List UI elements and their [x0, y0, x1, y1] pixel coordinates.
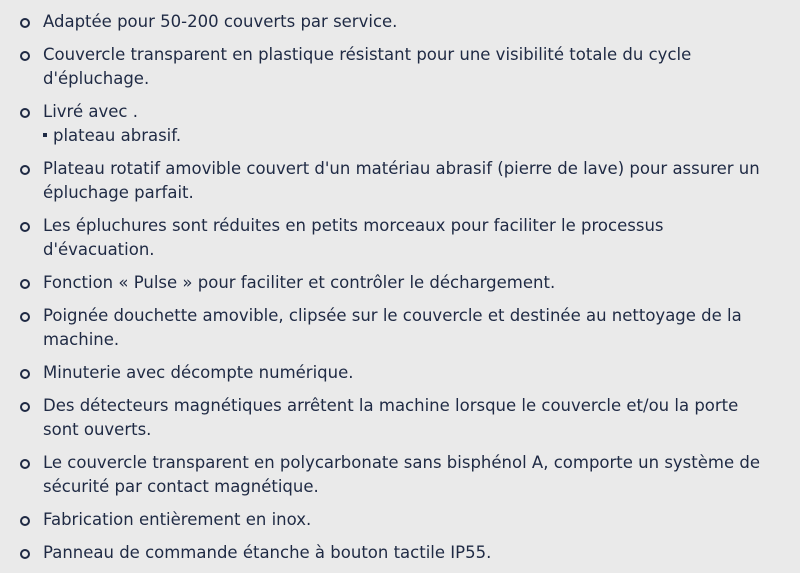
list-item-text: Les épluchures sont réduites en petits morceaux pour faciliter le processus d'évacuation.	[43, 216, 664, 259]
list-item-text: Adaptée pour 50-200 couverts par service.	[43, 12, 398, 31]
list-item	[0, 361, 800, 385]
list-item	[0, 541, 800, 565]
list-item	[0, 43, 800, 91]
list-item	[0, 214, 800, 262]
circle-bullet-icon	[20, 549, 30, 559]
list-item	[0, 394, 800, 442]
list-item	[0, 10, 800, 34]
circle-bullet-icon	[20, 165, 30, 175]
list-item	[0, 304, 800, 352]
list-item-text: Livré avec .	[43, 102, 138, 121]
list-item-text: Couvercle transparent en plastique résistant pour une visibilité totale du cycle d'épluchage.	[43, 45, 692, 88]
list-item	[0, 100, 800, 148]
circle-bullet-icon	[20, 516, 30, 526]
circle-bullet-icon	[20, 369, 30, 379]
list-item	[0, 271, 800, 295]
circle-bullet-icon	[20, 51, 30, 61]
circle-bullet-icon	[20, 279, 30, 289]
circle-bullet-icon	[20, 312, 30, 322]
circle-bullet-icon	[20, 108, 30, 118]
circle-bullet-icon	[20, 402, 30, 412]
list-item-text: Fabrication entièrement en inox.	[43, 510, 312, 529]
list-item-text: Poignée douchette amovible, clipsée sur le couvercle et destinée au nettoyage de la machine.	[43, 306, 742, 349]
sub-item-text: plateau abrasif.	[43, 124, 770, 148]
list-item-text: Plateau rotatif amovible couvert d'un matériau abrasif (pierre de lave) pour assurer un épluchage parfait.	[43, 159, 760, 202]
circle-bullet-icon	[20, 222, 30, 232]
circle-bullet-icon	[20, 459, 30, 469]
list-item-text: Le couvercle transparent en polycarbonate sans bisphénol A, comporte un système de sécurité par contact magnétique.	[43, 453, 760, 496]
list-item-text: Panneau de commande étanche à bouton tactile IP55.	[43, 543, 492, 562]
list-item	[0, 451, 800, 499]
list-item	[0, 157, 800, 205]
list-item-text: Fonction « Pulse » pour faciliter et contrôler le déchargement.	[43, 273, 556, 292]
list-item	[0, 508, 800, 532]
circle-bullet-icon	[20, 18, 30, 28]
list-item-text: Minuterie avec décompte numérique.	[43, 363, 354, 382]
list-item-text: Des détecteurs magnétiques arrêtent la machine lorsque le couvercle et/ou la porte sont ouverts.	[43, 396, 739, 439]
